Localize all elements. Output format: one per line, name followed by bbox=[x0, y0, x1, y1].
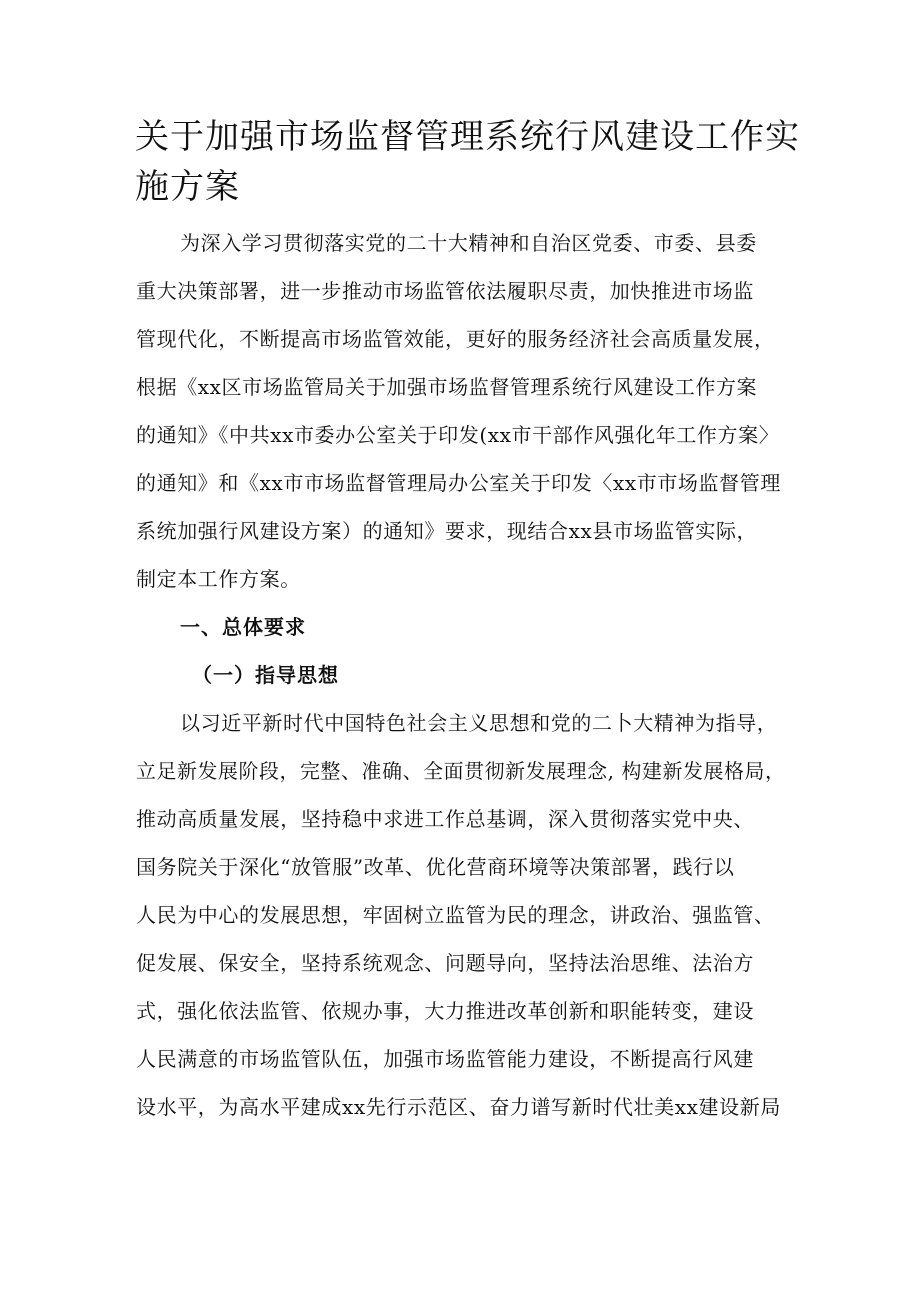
body-line: 推动高质量发展，坚持稳中求进工作总基调，深入贯彻落实党中央、 bbox=[136, 807, 754, 831]
intro-line: 的通知》《中共xx市委办公室关于印发(xx市干部作风强化年工作方案〉 bbox=[136, 423, 780, 447]
body-line: 以习近平新时代中国特色社会主义思想和党的二卜大精神为指导， bbox=[180, 711, 778, 735]
intro-line: 的通知》和《xx市市场监督管理局办公室关于印发〈xx市市场监督管理 bbox=[136, 471, 781, 495]
intro-line: 重大决策部署，进一步推动市场监管依法履职尽责，加快推进市场监 bbox=[136, 279, 754, 303]
body-line: 立足新发展阶段，完整、准确、全面贯彻新发展理念, 构建新发展格局， bbox=[136, 759, 786, 783]
subsection-heading: （一）指导思想 bbox=[192, 663, 339, 687]
body-line: 设水平，为高水平建成xx先行示范区、奋力谱写新时代壮美xx建设新局 bbox=[136, 1095, 781, 1119]
intro-line: 根据《xx区市场监管局关于加强市场监督管理系统行风建设工作方案 bbox=[136, 375, 758, 399]
title-line: 施方案 bbox=[135, 167, 240, 207]
intro-line: 系统加强行风建设方案）的通知》要求，现结合xx县市场监管实际， bbox=[136, 519, 758, 543]
body-line: 人民满意的市场监管队伍，加强市场监管能力建设，不断提高行风建 bbox=[136, 1047, 754, 1071]
intro-line: 管现代化，不断提高市场监管效能，更好的服务经济社会高质量发展， bbox=[136, 327, 775, 351]
title-line: 关于加强市场监督管理系统行风建设工作实 bbox=[135, 117, 800, 157]
intro-line: 制定本工作方案。 bbox=[136, 567, 301, 591]
intro-line: 为深入学习贯彻落实党的二十大精神和自治区党委、市委、县委 bbox=[180, 231, 757, 255]
body-line: 人民为中心的发展思想，牢固树立监管为民的理念，讲政治、强监管、 bbox=[136, 903, 775, 927]
body-line: 促发展、保安全，坚持系统观念、问题导向，坚持法治思维、法治方 bbox=[136, 951, 754, 975]
body-line: 国务院关于深化“放管服”改革、优化营商环境等决策部署，践行以 bbox=[136, 855, 735, 879]
section-heading: 一、总体要求 bbox=[180, 615, 306, 639]
document-title bbox=[135, 112, 815, 212]
body-line: 式，强化依法监管、依规办事，大力推进改革创新和职能转变，建设 bbox=[136, 999, 754, 1023]
